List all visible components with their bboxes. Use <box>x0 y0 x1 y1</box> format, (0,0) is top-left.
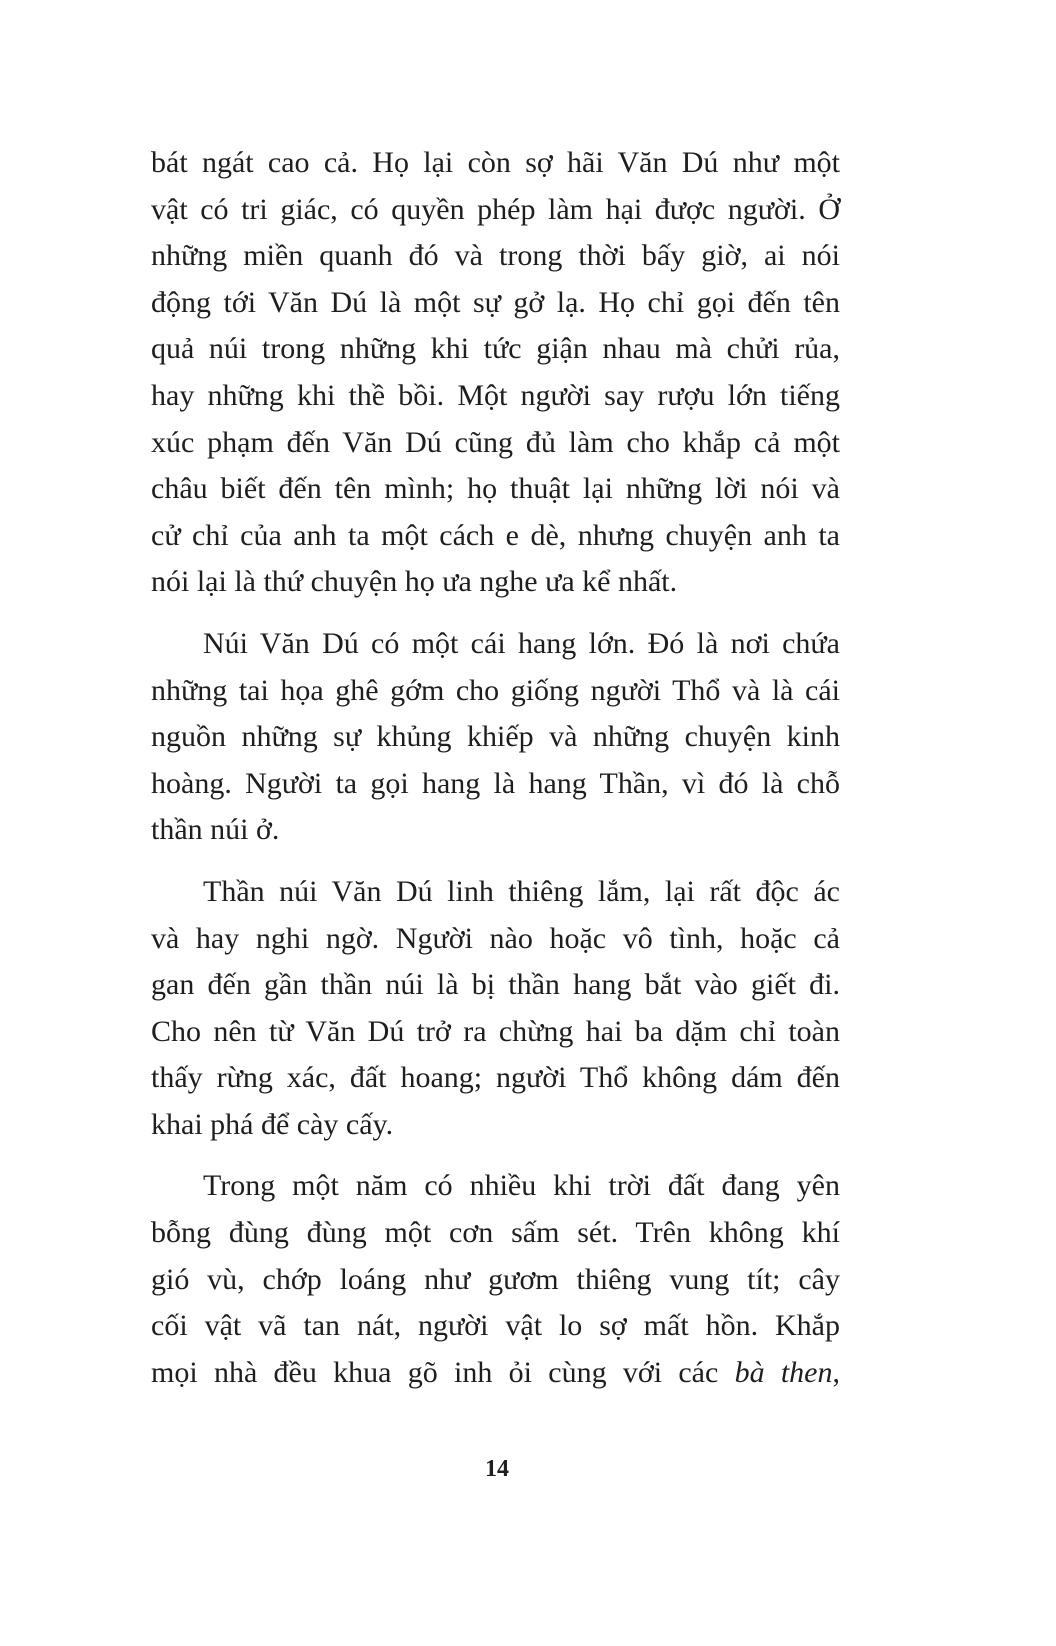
paragraph <box>151 621 840 854</box>
paragraph <box>151 140 840 606</box>
paragraph <box>151 1163 840 1396</box>
text-segment: mọi nhà đều khua gõ inh ỏi cùng với các <box>151 1355 735 1389</box>
book-page-text <box>151 140 840 1411</box>
page-number: 14 <box>485 1456 509 1482</box>
text-line: Trong một năm có nhiều khi trời đất đang yên <box>203 1169 840 1203</box>
text-line: Cho nên từ Văn Dú trở ra chừng hai ba dặm chỉ toàn <box>151 1014 840 1048</box>
paragraph <box>151 869 840 1149</box>
text-line: Núi Văn Dú có một cái hang lớn. Đó là nơi chứa <box>203 626 840 660</box>
text-line: bát ngát cao cả. Họ lại còn sợ hãi Văn Dú như một <box>151 146 840 179</box>
text-line: những tai họa ghê gớm cho giống người Thổ và là cái <box>151 673 840 707</box>
text-line: nguồn những sự khủng khiếp và những chuyện kinh <box>151 720 840 754</box>
text-line: hay những khi thề bồi. Một người say rượu lớn tiếng <box>151 378 840 412</box>
text-line: quả núi trong những khi tức giận nhau mà chửi rủa, <box>151 332 840 366</box>
text-line: cử chỉ của anh ta một cách e dè, nhưng chuyện anh ta <box>151 518 840 552</box>
text-line: nói lại là thứ chuyện họ ưa nghe ưa kể nhất. <box>151 565 678 599</box>
text-line: và hay nghi ngờ. Người nào hoặc vô tình, hoặc cả <box>151 921 840 955</box>
text-line: vật có tri giác, có quyền phép làm hại được người. Ở <box>151 192 840 226</box>
italic-term: bà then <box>734 1355 833 1389</box>
text-line: thần núi ở. <box>151 813 280 847</box>
text-line: những miền quanh đó và trong thời bấy giờ, ai nói <box>151 239 840 273</box>
text-line: gió vù, chớp loáng như gươm thiêng vung tít; cây <box>151 1262 840 1296</box>
text-line: Thần núi Văn Dú linh thiêng lắm, lại rất độc ác <box>203 874 840 908</box>
text-line: cối vật vã tan nát, người vật lo sợ mất hồn. Khắp <box>151 1309 840 1343</box>
text-segment: , <box>832 1355 840 1389</box>
text-line: thấy rừng xác, đất hoang; người Thổ không dám đến <box>151 1061 840 1095</box>
text-line: hoàng. Người ta gọi hang là hang Thần, vì đó là chỗ <box>151 766 840 800</box>
text-line: động tới Văn Dú là một sự gở lạ. Họ chỉ gọi đến tên <box>151 285 840 319</box>
text-line: xúc phạm đến Văn Dú cũng đủ làm cho khắp cả một <box>151 425 840 459</box>
text-line: khai phá để cày cấy. <box>151 1107 394 1141</box>
text-line: gan đến gần thần núi là bị thần hang bắt vào giết đi. <box>151 968 840 1002</box>
text-line <box>151 1350 840 1397</box>
text-line: châu biết đến tên mình; họ thuật lại những lời nói và <box>151 472 840 506</box>
text-line: bỗng đùng đùng một cơn sấm sét. Trên không khí <box>151 1216 840 1250</box>
